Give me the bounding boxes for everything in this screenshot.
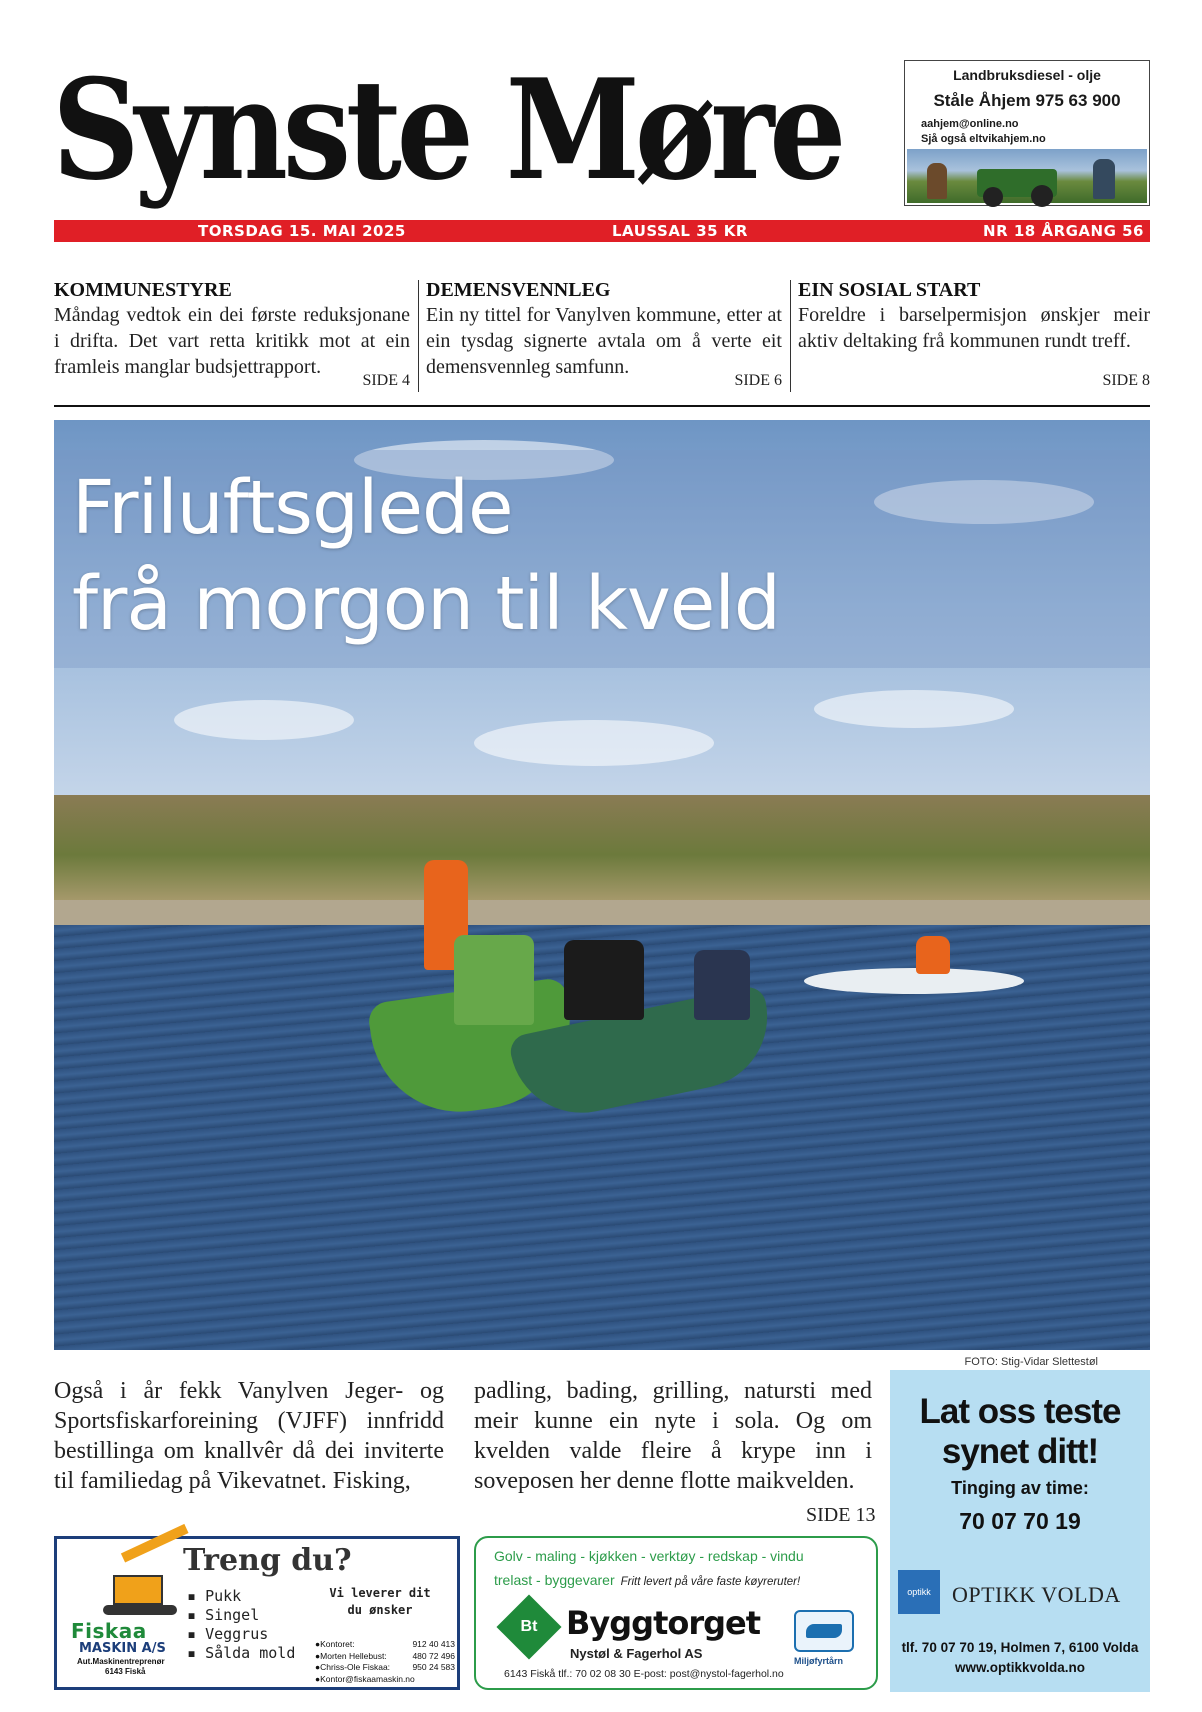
bygg-line2 [494,1572,800,1588]
teaser-heading: EIN SOSIAL START [798,279,981,301]
fiskaa-name2: MASKIN A/S [79,1641,166,1656]
bygg-line1: Golv - maling - kjøkken - verktøy - redskap - vindu [494,1548,804,1564]
fiskaa-subtitle: Aut.Maskinentreprenør [77,1657,165,1666]
teaser-demensvennleg[interactable] [426,278,782,390]
column-divider [790,280,791,392]
contact-row[interactable] [315,1639,455,1651]
miljofyrtarn-label: Miljøfyrtårn [794,1656,844,1666]
diesel-ad-email[interactable]: aahjem@online.no [921,118,1019,130]
issue-price: LAUSSAL 35 KR [612,222,748,240]
list-item: ▪ Pukk [187,1587,295,1606]
list-item: ▪ Veggrus [187,1625,295,1644]
optikk-contact: tlf. 70 07 70 19, Holmen 7, 6100 Volda [901,1640,1139,1655]
teaser-text: Foreldre i barselpermisjon ønskjer meir aktiv deltaking frå kommunen rundt treff. [798,304,1150,352]
fiskaa-location: 6143 Fiskå [105,1667,146,1676]
section-divider [54,405,1150,407]
bygg-line2-text: trelast - byggevarer [494,1572,615,1588]
fiskaa-question: Treng du? [183,1543,352,1578]
kayak [804,968,1024,994]
contact-row[interactable] [315,1651,455,1663]
main-headline [72,460,780,652]
teaser-sosial-start[interactable] [798,278,1150,390]
issue-bar [54,220,1150,242]
optikk-brand: OPTIKK VOLDA [952,1582,1121,1607]
cloud [814,690,1014,728]
teaser-page: SIDE 8 [1102,372,1150,389]
contact-value: 912 40 413 [412,1639,455,1649]
bygg-note: Fritt levert på våre faste køyreruter! [620,1576,801,1588]
fiskaa-ad[interactable] [54,1536,460,1690]
optikk-logo-icon: optikk [898,1570,940,1614]
child-black-shirt [564,940,644,1020]
optikk-headline: Lat oss teste synet ditt! [919,1392,1121,1471]
story-page-ref[interactable]: SIDE 13 [806,1504,876,1526]
fiskaa-name: Fiskaa [71,1619,147,1643]
excavator-icon [83,1553,193,1613]
contact-label: ● Kontoret: [315,1639,355,1651]
diesel-ad-web[interactable]: Sjå også eltvikahjem.no [921,133,1046,145]
contact-row[interactable] [315,1674,455,1686]
teaser-page: SIDE 6 [734,372,782,389]
teaser-heading: KOMMUNESTYRE [54,279,232,301]
story-body-col1: Også i år fekk Vanylven Jeger- og Sportsfiskarforeining (VJFF) innfridd bestillinga om knallvêr då dei inviterte til familiedag på Vikevatnet. Fisking, [54,1378,444,1494]
contact-label: ● Chriss-Ole Fiskaa: [315,1662,390,1674]
teaser-text: Ein ny tittel for Vanylven kommune, etter at ein tysdag signerte avtala om å verte eit demensvennleg samfunn. [426,304,782,378]
list-item: ▪ Singel [187,1606,295,1625]
excavator-arm [121,1524,189,1563]
fiskaa-deliver: Vi leverer dit du ønsker [329,1586,431,1617]
masthead-title: Synste Møre [52,48,842,211]
photo-credit: FOTO: Stig-Vidar Slettestøl [964,1356,1098,1368]
issue-number: NR 18 ÅRGANG 56 [983,222,1144,240]
tractor-wheel [1031,185,1053,207]
diesel-ad-line1: Landbruksdiesel - olje [953,67,1101,83]
contact-row[interactable] [315,1662,455,1674]
diesel-ad-photo [907,149,1147,203]
issue-date: TORSDAG 15. MAI 2025 [198,222,406,240]
bt-logo-text: Bt [520,1618,538,1635]
miljofyrtarn-icon [794,1610,854,1652]
child-green-shirt [454,935,534,1025]
excavator-cab [113,1575,163,1605]
contact-label: ● Kontor@fiskaamaskin.no [315,1674,415,1686]
child-life-vest [694,950,750,1020]
teaser-kommunestyre[interactable] [54,278,410,390]
optikk-phone[interactable]: 70 07 70 19 [959,1508,1081,1534]
teaser-heading: DEMENSVENNLEG [426,279,611,301]
column-divider [418,280,419,392]
cloud [174,700,354,740]
tractor-wheel [983,187,1003,207]
kayaker [916,936,950,974]
diesel-ad[interactable] [904,60,1150,206]
hills [54,795,1150,915]
headline-line1: Friluftsglede [72,465,513,551]
story-body-col2: padling, bading, grilling, natursti med meir kunne ein nyte i sola. Og om kvelden valde fleire å krype inn i soveposen her denne flotte maikvelden. [474,1378,872,1494]
cloud [474,720,714,766]
list-item: ▪ Sålda mold [187,1644,295,1663]
bygg-company: Nystøl & Fagerhol AS [570,1646,703,1661]
fiskaa-product-list [187,1587,295,1663]
optikk-booking: Tinging av time: [951,1478,1089,1498]
contact-value: 950 24 583 [412,1662,455,1672]
fiskaa-contacts [315,1639,455,1685]
bygg-address: 6143 Fiskå tlf.: 70 02 08 30 E-post: post@nystol-fagerhol.no [504,1668,784,1680]
optikk-web[interactable]: www.optikkvolda.no [954,1660,1085,1675]
headline-line2: frå morgon til kveld [72,561,780,647]
main-photo[interactable] [54,420,1150,1350]
byggtorget-ad[interactable] [474,1536,878,1690]
excavator-track [103,1605,177,1615]
teaser-text: Måndag vedtok ein dei første reduksjonane i drifta. Det vart retta kritikk mot at ein framleis manglar budsjettrapport. [54,304,410,378]
diesel-ad-line2: Ståle Åhjem 975 63 900 [933,91,1121,110]
figure-left [927,163,947,199]
bygg-brand: Byggtorget [566,1604,761,1642]
optikk-ad[interactable] [890,1370,1150,1692]
figure-right [1093,159,1115,199]
teaser-page: SIDE 4 [362,372,410,389]
contact-label: ● Morten Hellebust: [315,1651,387,1663]
contact-value: 480 72 496 [412,1650,455,1661]
